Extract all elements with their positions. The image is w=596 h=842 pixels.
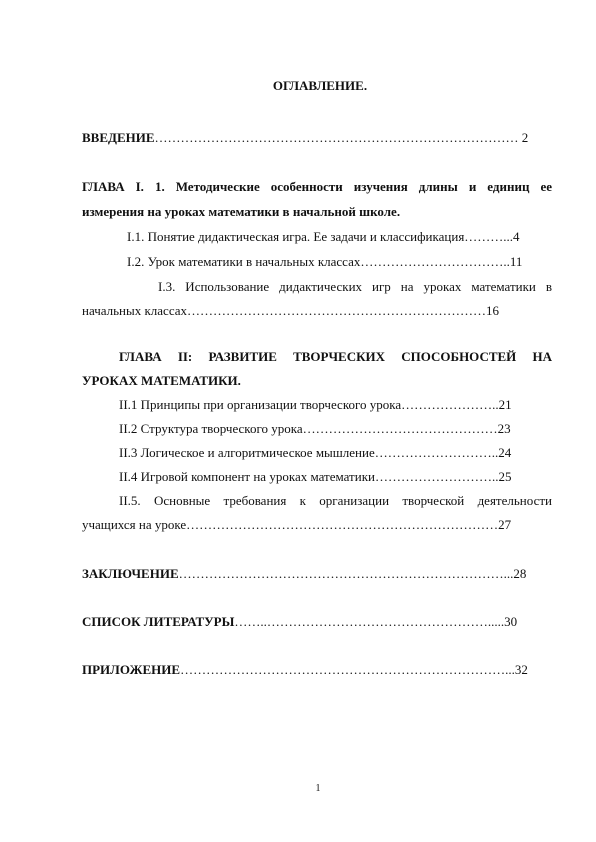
toc-entry-intro-label: ВВЕДЕНИЕ: [82, 130, 155, 145]
chapter1-heading-line1: ГЛАВА I. 1. Методические особенности изучения длины и единиц ее: [82, 179, 552, 194]
toc-entry-appendix-label: ПРИЛОЖЕНИЕ: [82, 662, 181, 677]
toc-entry-2-5-line1[interactable]: II.5. Основные требования к организации творческой деятельности: [119, 493, 552, 508]
toc-dots-page: ……..…………………………………………….....30: [234, 614, 518, 629]
chapter2-heading-line1: ГЛАВА II: РАЗВИТИЕ ТВОРЧЕСКИХ СПОСОБНОСТЕЙ НА: [119, 349, 552, 364]
toc-dots-page: …………………………………………………………………...28: [178, 566, 527, 581]
page-title: ОГЛАВЛЕНИЕ.: [272, 78, 368, 93]
toc-entry-2-1[interactable]: II.1 Принципы при организации творческого урока…………………..21: [119, 397, 512, 412]
toc-entry-conclusion[interactable]: [82, 566, 526, 582]
toc-entry-2-5-line2[interactable]: учащихся на уроке………………………………………………………………27: [82, 517, 512, 532]
toc-entry-2-4[interactable]: II.4 Игровой компонент на уроках математики………………………..25: [119, 469, 512, 484]
chapter1-heading-line2: измерения на уроках математики в начальной школе.: [82, 204, 401, 219]
toc-page-number: 2: [518, 130, 529, 145]
toc-dots: …………………………………………………………………………: [154, 130, 519, 145]
toc-entry-1-2[interactable]: I.2. Урок математики в начальных классах……………………………..11: [127, 254, 523, 269]
toc-entry-1-3-line2[interactable]: начальных классах……………………………………………………………16: [82, 303, 500, 318]
toc-entry-intro[interactable]: [82, 130, 528, 146]
toc-entry-literature[interactable]: [82, 614, 517, 630]
toc-entry-conclusion-label: ЗАКЛЮЧЕНИЕ: [82, 566, 179, 581]
page-number: 1: [315, 783, 321, 794]
toc-entry-1-1[interactable]: I.1. Понятие дидактическая игра. Ее задачи и классификация………...4: [127, 229, 520, 244]
toc-entry-appendix[interactable]: [82, 662, 528, 678]
toc-entry-2-2[interactable]: II.2 Структура творческого урока………………………………………23: [119, 421, 511, 436]
chapter2-heading-line2: УРОКАХ МАТЕМАТИКИ.: [82, 373, 241, 388]
toc-entry-2-3[interactable]: II.3 Логическое и алгоритмическое мышление………………………..24: [119, 445, 512, 460]
toc-dots-page: …………………………………………………………………...32: [180, 662, 528, 677]
toc-entry-1-3-line1[interactable]: I.3. Использование дидактических игр на уроках математики в: [158, 279, 552, 294]
toc-entry-literature-label: СПИСОК ЛИТЕРАТУРЫ: [82, 614, 235, 629]
